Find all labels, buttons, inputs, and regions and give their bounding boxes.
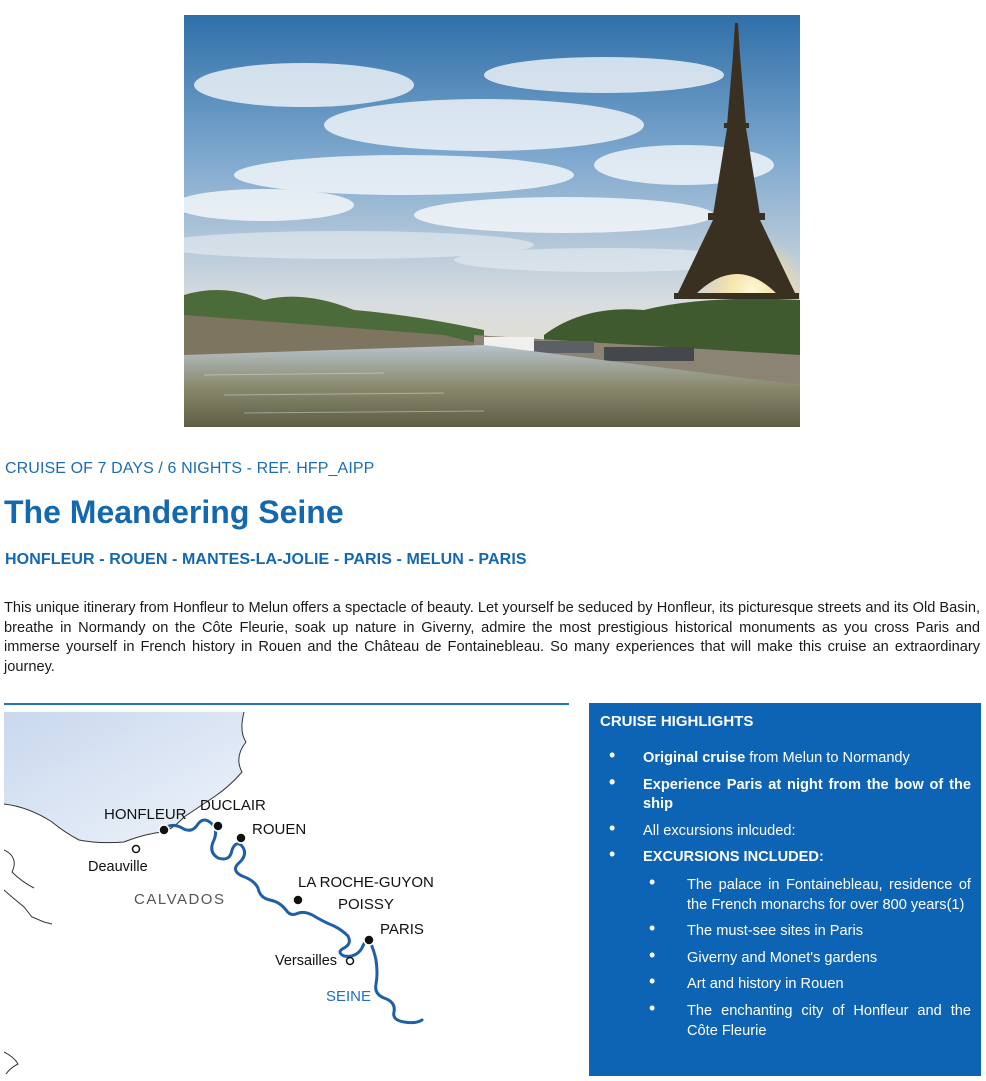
duclair-label: DUCLAIR xyxy=(200,797,266,814)
excursion-item: • The palace in Fontainebleau, residence of the French monarchs for over 800 years(1) xyxy=(643,876,971,915)
roche-guyon-label: LA ROCHE-GUYON xyxy=(298,874,434,891)
honfleur-marker xyxy=(159,825,169,835)
excursion-item: • Giverny and Monet's gardens xyxy=(643,949,971,969)
list-item xyxy=(600,749,971,769)
hero-photo xyxy=(184,15,800,427)
excursion-item: • The enchanting city of Honfleur and the Côte Fleurie xyxy=(643,1002,971,1041)
excursions-list xyxy=(643,876,971,1041)
highlights-title: CRUISE HIGHLIGHTS xyxy=(600,713,754,730)
map-divider xyxy=(4,703,569,705)
excursion-item: • The must-see sites in Paris xyxy=(643,922,971,942)
deauville-label: Deauville xyxy=(88,859,148,875)
page-title: The Meandering Seine xyxy=(4,494,344,530)
list-item: • All excursions inlcuded: xyxy=(600,822,971,842)
honfleur-label: HONFLEUR xyxy=(104,806,187,823)
paris-marker xyxy=(364,935,374,945)
paris-label: PARIS xyxy=(380,921,424,938)
highlight-text: from Melun to Normandy xyxy=(745,750,910,766)
versailles-label: Versailles xyxy=(275,953,338,969)
list-item: • Experience Paris at night from the bow of the ship xyxy=(600,776,971,815)
versailles-marker xyxy=(347,958,354,965)
cruise-kicker: CRUISE OF 7 DAYS / 6 NIGHTS - REF. HFP_AIPP xyxy=(5,460,375,477)
highlights-list xyxy=(600,749,971,1041)
route-subtitle: HONFLEUR - ROUEN - MANTES-LA-JOLIE - PARIS - MELUN - PARIS xyxy=(5,551,527,568)
seine-label: SEINE xyxy=(326,988,372,1005)
cruise-highlights-panel xyxy=(589,703,981,1076)
excursions-heading: EXCURSIONS INCLUDED: xyxy=(643,849,824,866)
route-map xyxy=(4,712,484,1078)
excursion-item: • Art and history in Rouen xyxy=(643,975,971,995)
eiffel-tower-seine-photo xyxy=(184,15,800,427)
rouen-marker xyxy=(236,833,246,843)
deauville-marker xyxy=(133,846,140,853)
intro-paragraph: This unique itinerary from Honfleur to Melun offers a spectacle of beauty. Let yourself be seduced by Honfleur, its picturesque streets and its Old Basin, breathe in Normandy on the Côte Fleurie, soak up nature in Giverny, admire the most prestigious historical monuments as you cross Paris and immerse yourself in French history in Rouen and the Château de Fontainebleau. So many experiences that will make this cruise an extraordinary journey. xyxy=(4,600,980,675)
list-item xyxy=(600,848,971,1041)
poissy-label: POISSY xyxy=(338,896,394,913)
calvados-label: CALVADOS xyxy=(134,891,226,908)
rouen-label: ROUEN xyxy=(252,821,307,838)
roche-guyon-marker xyxy=(293,895,303,905)
highlight-bold-text: Original cruise xyxy=(643,750,746,766)
duclair-marker xyxy=(213,821,223,831)
